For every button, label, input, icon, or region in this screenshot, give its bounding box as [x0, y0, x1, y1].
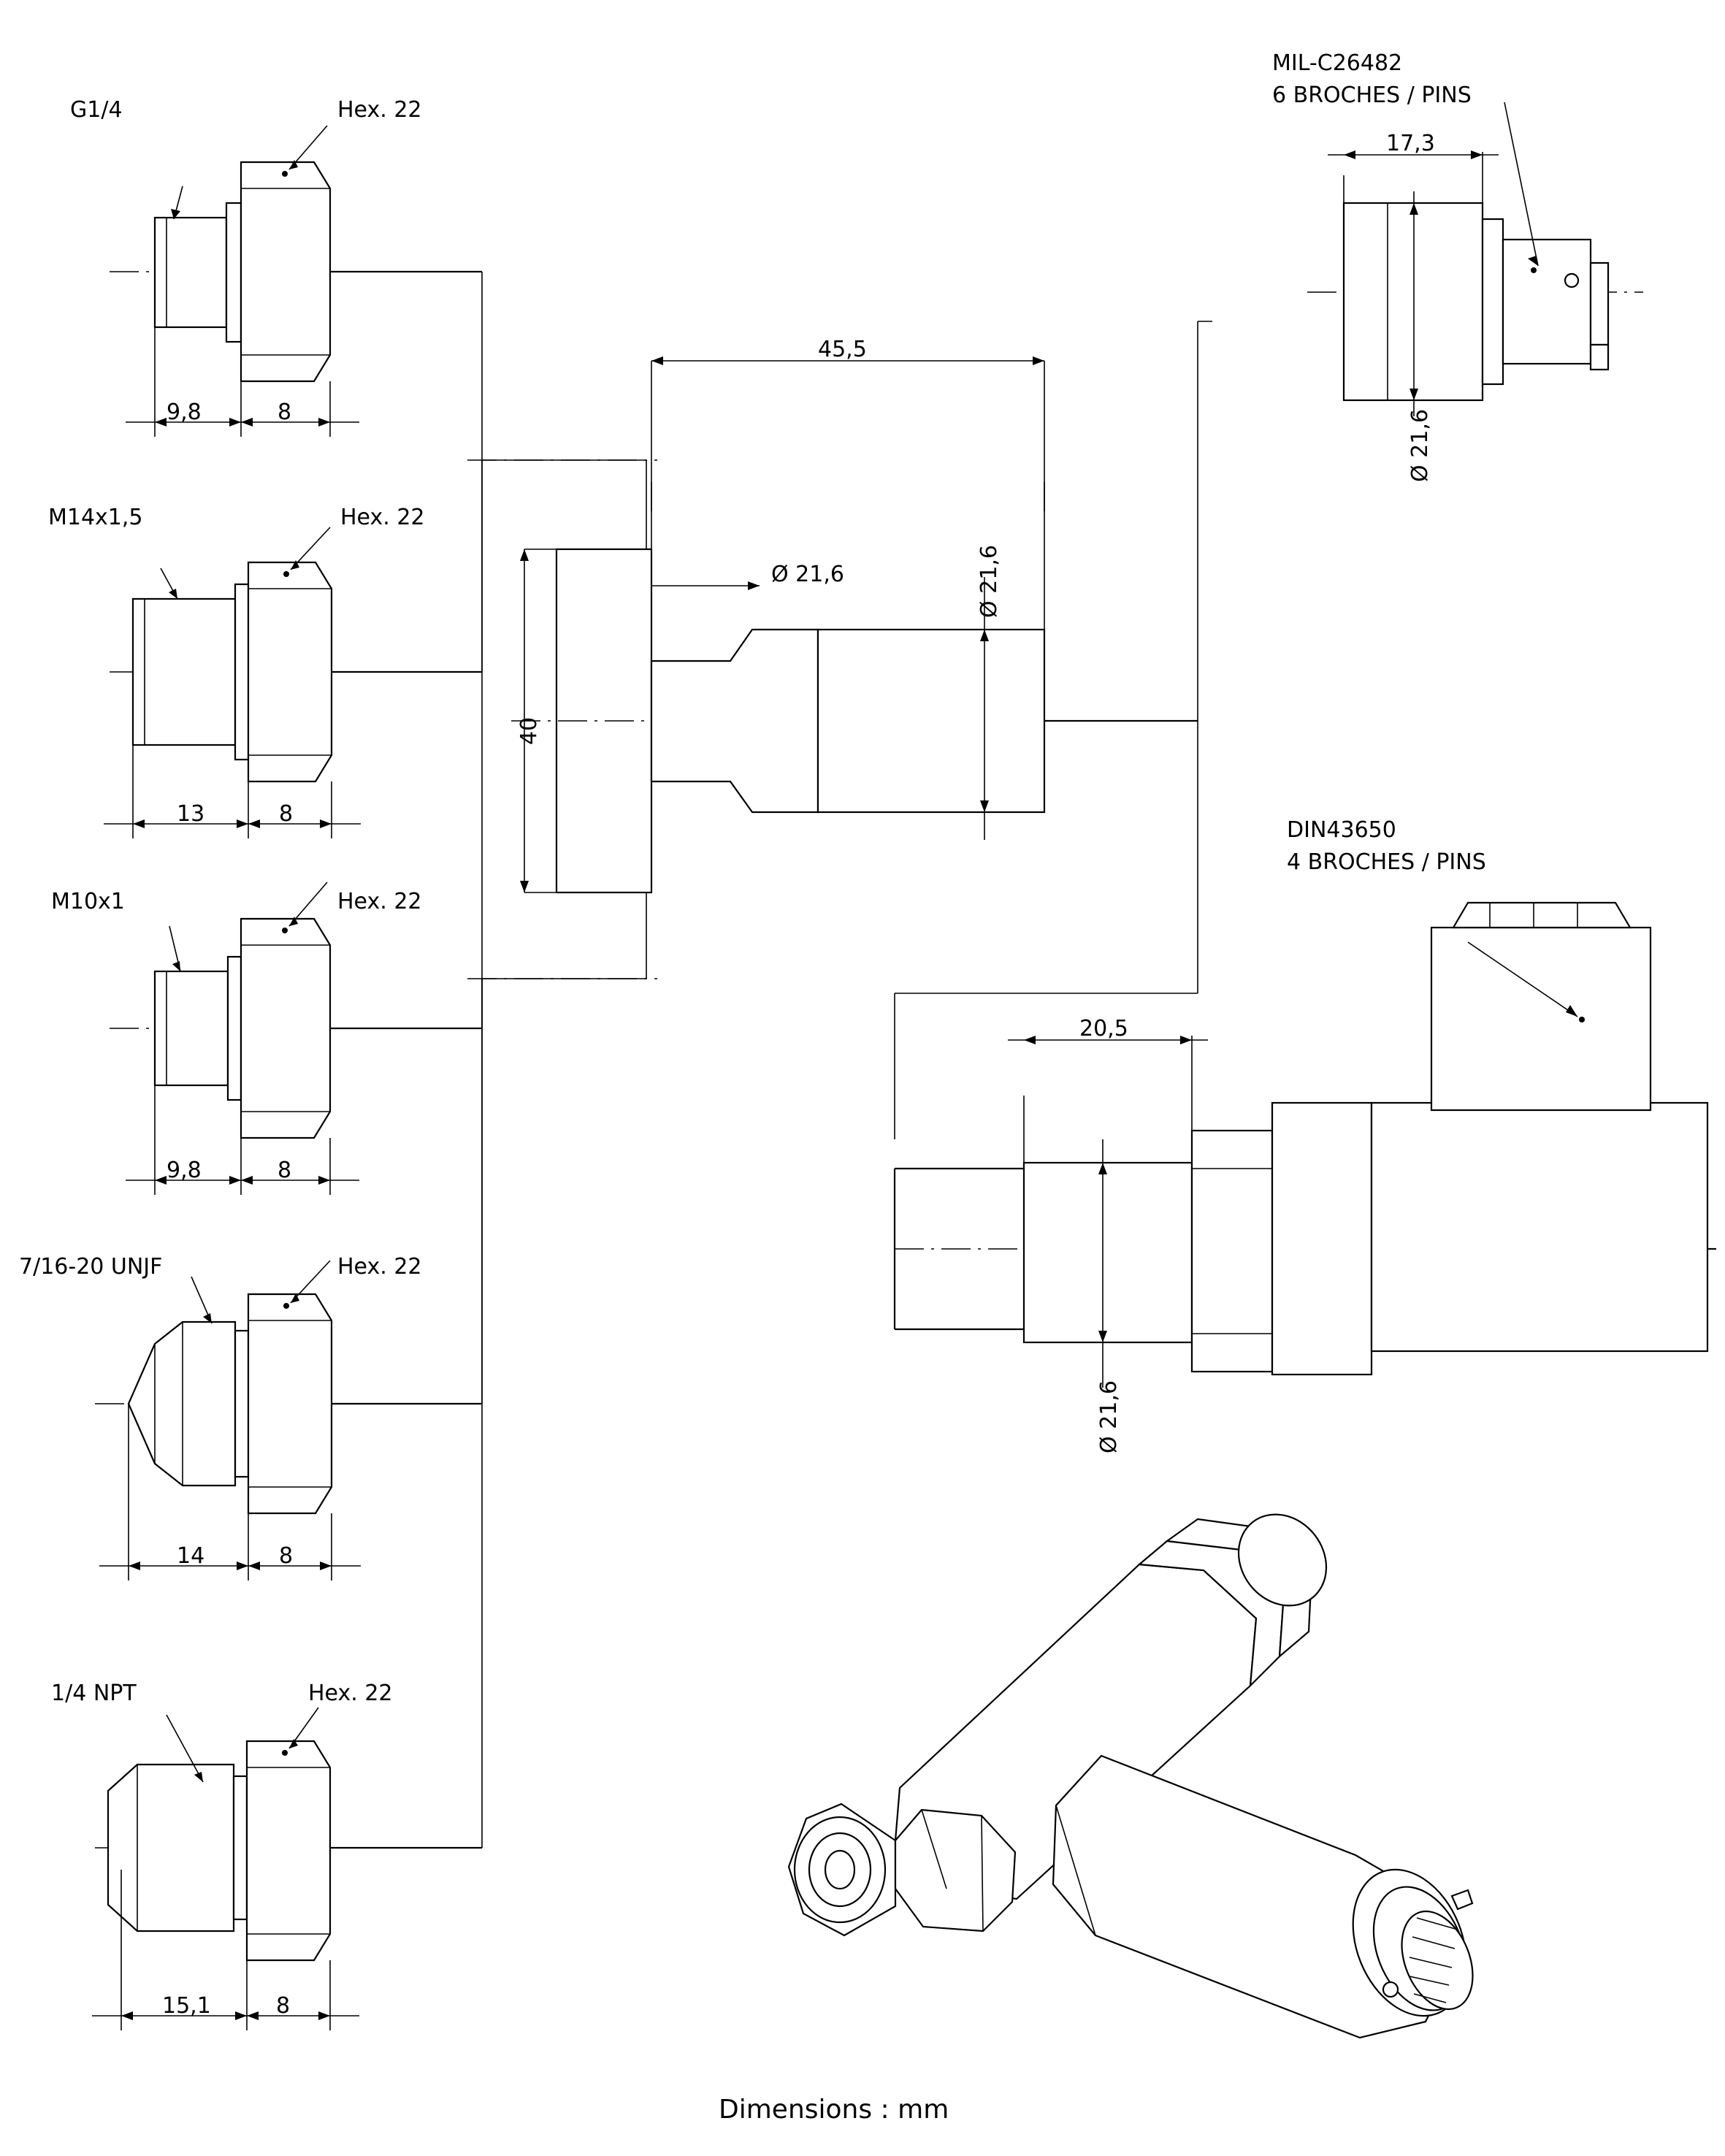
dim-hex-unjf: 8	[279, 1543, 294, 1569]
label-thread-npt: 1/4 NPT	[51, 1681, 137, 1706]
dim-body-diameter-left: Ø 21,6	[771, 562, 844, 587]
label-connector-mil-pins	[1272, 82, 1472, 110]
connector-din-pins-text: 4 BROCHES / PINS	[1287, 849, 1486, 875]
label-thread-g14: G1/4	[70, 97, 123, 123]
assembly-link-lines	[467, 272, 657, 1848]
dim-body-length: 45,5	[818, 337, 867, 362]
label-thread-m10: M10x1	[51, 889, 125, 914]
dim-thread-unjf: 14	[177, 1543, 205, 1569]
connection-drawing-m10	[110, 882, 482, 1195]
label-hex-npt: Hex. 22	[308, 1681, 393, 1706]
dim-hex-m14: 8	[279, 801, 294, 827]
dim-body-height: 40	[516, 716, 542, 745]
dim-connector-mil-diameter: Ø 21,6	[1407, 409, 1433, 482]
label-thread-unjf: 7/16-20 UNJF	[19, 1254, 163, 1280]
connection-drawing-unjf	[95, 1261, 482, 1580]
label-connector-din-name: DIN43650	[1287, 817, 1396, 843]
units-note: Dimensions : mm	[719, 2095, 949, 2125]
connection-drawing-npt	[92, 1708, 482, 2030]
label-hex-m10: Hex. 22	[337, 889, 422, 914]
connection-drawing-g14	[110, 126, 482, 437]
label-hex-unjf: Hex. 22	[337, 1254, 422, 1280]
isometric-sensor-view	[789, 1497, 1487, 2038]
dim-body-diameter-right: Ø 21,6	[976, 545, 1002, 618]
dim-thread-g14: 9,8	[167, 400, 202, 425]
connector-mil-pins-text: 6 BROCHES / PINS	[1272, 83, 1472, 108]
dim-connector-din-diameter: Ø 21,6	[1096, 1380, 1122, 1453]
connection-drawing-m14	[104, 527, 482, 838]
label-connector-mil-name: MIL-C26482	[1272, 50, 1403, 76]
dim-thread-npt: 15,1	[162, 1993, 211, 2019]
dim-thread-m10: 9,8	[167, 1158, 202, 1183]
dim-thread-m14: 13	[177, 801, 205, 827]
dim-hex-g14: 8	[278, 400, 292, 425]
connector-drawing-din	[895, 903, 1716, 1388]
label-hex-g14: Hex. 22	[337, 97, 422, 123]
dim-hex-npt: 8	[276, 1993, 291, 2019]
label-thread-m14: M14x1,5	[48, 505, 143, 530]
dim-connector-mil-length: 17,3	[1386, 131, 1435, 156]
label-connector-din-pins	[1287, 849, 1486, 876]
label-hex-m14: Hex. 22	[340, 505, 425, 530]
dim-connector-din-length: 20,5	[1079, 1016, 1128, 1041]
dim-hex-m10: 8	[278, 1158, 292, 1183]
